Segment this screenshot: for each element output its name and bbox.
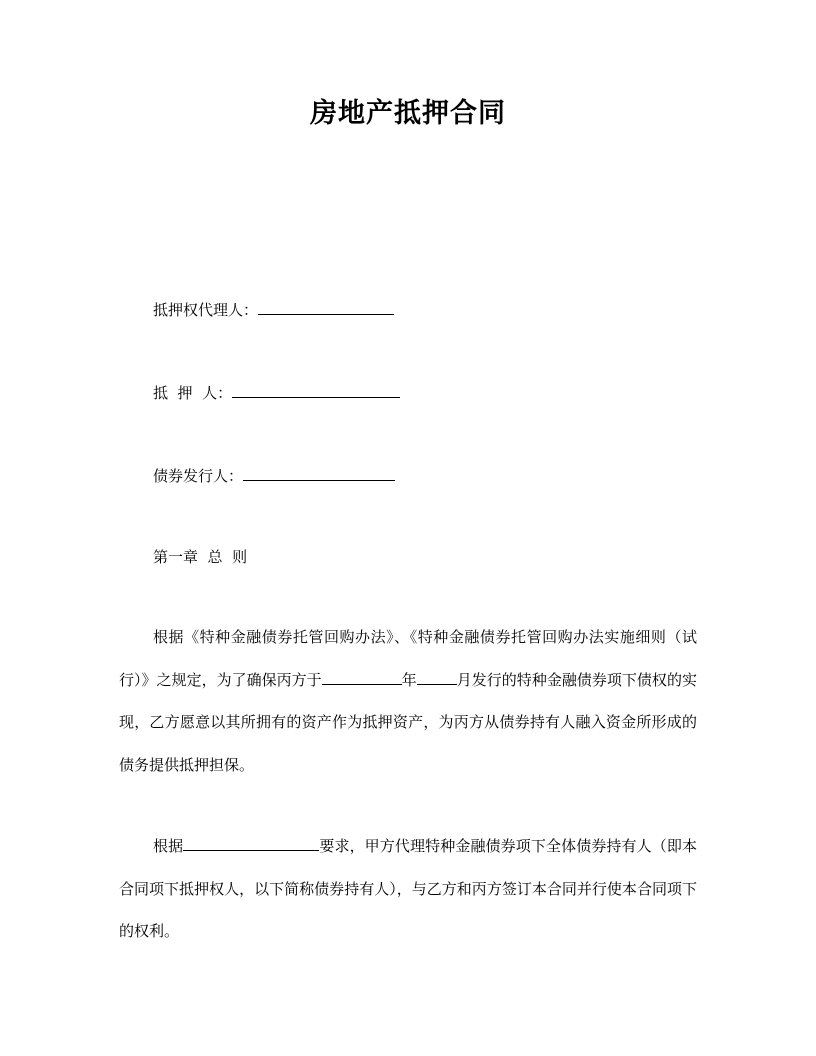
mortgagor-blank[interactable] [232,383,400,398]
requirement-blank[interactable] [183,836,319,851]
paragraph-agency [119,825,697,953]
mortgagor-label: 抵 押 人： [153,384,233,402]
document-title: 房地产抵押合同 [310,98,506,129]
issuer-blank[interactable] [243,466,395,481]
month-blank[interactable] [417,670,457,685]
agent-label: 抵押权代理人： [153,301,259,319]
para1-text-1: 根据《特种金融债券托管回购办法》、《特种金融债券托管回购办法实施细则（试行）》之规定，为了确保丙方于 [119,628,697,689]
issuer-label: 债券发行人： [153,467,244,485]
chapter-heading: 第一章 总 则 [153,548,248,566]
issuer-field [153,466,395,486]
mortgagor-field [153,383,400,403]
paragraph-basis [119,616,697,786]
para2-text-2: 要求，甲方代理特种金融债券项下全体债券持有人（即本合同项下抵押权人，以下简称债券持有人），与乙方和丙方签订本合同并行使本合同项下的权利。 [119,837,697,940]
para2-text-1: 根据 [153,837,184,855]
agent-blank[interactable] [258,300,394,315]
year-blank[interactable] [322,670,402,685]
agent-field [153,300,394,320]
para1-text-3: 月发行的特种金融债券项下债权的实现，乙方愿意以其所拥有的资产作为抵押资产，为丙方从债券持有人融入资金所形成的债务提供抵押担保。 [119,670,697,774]
para1-text-2: 年 [401,670,417,689]
